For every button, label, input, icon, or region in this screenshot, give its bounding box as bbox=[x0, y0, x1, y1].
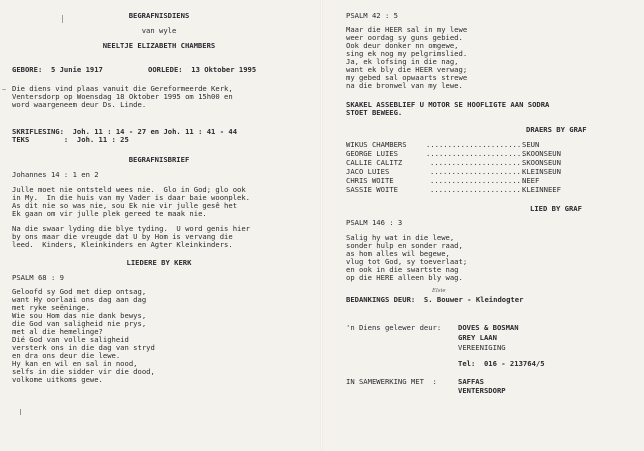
handwritten-tick: ~ bbox=[2, 86, 7, 94]
provider-telephone: Tel: 016 - 213764/5 bbox=[458, 359, 545, 368]
psalm-line: volkome uitkoms gewe. bbox=[12, 375, 103, 384]
grave-song-heading: LIED BY GRAF bbox=[530, 204, 582, 213]
page-fold bbox=[320, 0, 323, 451]
letter-line: Julle moet nie ontsteld wees nie. Glo in God; glo ook bbox=[12, 185, 246, 194]
bearer-relation: SKOONSEUN bbox=[522, 158, 561, 167]
left-page bbox=[0, 0, 318, 451]
letter-reference: Johannes 14 : 1 en 2 bbox=[12, 170, 99, 179]
bearer-relation: NEEF bbox=[522, 176, 540, 185]
bearer-leader: ...................... bbox=[430, 176, 526, 185]
psalm-line: want Hy oorlaai ons dag aan dag bbox=[12, 295, 147, 304]
letter-line: Ek gaan om vir julle plek gereed te maak nie. bbox=[12, 209, 207, 218]
psalm-line: die God van saligheid nie prys, bbox=[12, 319, 147, 328]
service-line: word waargeneem deur Ds. Linde. bbox=[12, 100, 147, 109]
bearer-name: JACO LUIES bbox=[346, 167, 390, 176]
psalm-reference: PSALM 146 : 3 bbox=[346, 218, 403, 227]
psalm-line: Hy kan en wil en sal in nood, bbox=[12, 359, 138, 368]
psalm-line: met al die hemelinge? bbox=[12, 327, 103, 336]
bearer-leader: ....................... bbox=[426, 149, 526, 158]
letter-line: leed. Kinders, Kleinkinders en Agter Kleinkinders. bbox=[12, 240, 233, 249]
psalm-line: my gebed sal opwaarts strewe bbox=[346, 73, 468, 82]
psalm-line: vlug tot God, sy toeverlaat; bbox=[346, 257, 468, 266]
bearer-leader: ...................... bbox=[426, 140, 522, 149]
bearer-name: GEORGE LUIES bbox=[346, 149, 398, 158]
psalm-line: en dra ons deur die lewe. bbox=[12, 351, 121, 360]
bearer-name: SASSIE WOITE bbox=[346, 185, 398, 194]
psalm-line: Ook deur donker nn omgewe, bbox=[346, 41, 459, 50]
bearer-name: CALLIE CALITZ bbox=[346, 158, 403, 167]
provider-line: VEREENIGING bbox=[458, 343, 506, 352]
psalm-line: met ryke seëninge. bbox=[12, 303, 90, 312]
psalm-line: as hom alles wil begewe, bbox=[346, 249, 450, 258]
death-date: OORLEDE: 13 Oktober 1995 bbox=[148, 65, 257, 74]
partner-line: SAFFAS bbox=[458, 377, 484, 386]
psalm-line: Wie sou Hom das nie dank bewys, bbox=[12, 311, 147, 320]
partner-label: IN SAMEWERKING MET : bbox=[346, 377, 437, 386]
letter-line: by ons maar die vreugde dat U by Hom is vervang die bbox=[12, 232, 233, 241]
bearer-leader: ...................... bbox=[430, 167, 526, 176]
provider-label: 'n Diens gelewer deur: bbox=[346, 323, 442, 332]
psalm-line: en ook in die swartste nag bbox=[346, 265, 459, 274]
bearer-leader: ...................... bbox=[430, 185, 526, 194]
provider-line: GREY LAAN bbox=[458, 333, 497, 342]
psalm-reference: PSALM 42 : 5 bbox=[346, 11, 398, 20]
psalm-line: Ja, ek lofsing in die nag, bbox=[346, 57, 459, 66]
sermon-text: TEKS : Joh. 11 : 25 bbox=[12, 135, 129, 144]
psalm-line: Geloofd sy God met diep ontsag, bbox=[12, 287, 147, 296]
service-line: Die diens vind plaas vanuit die Gereformeerde Kerk, bbox=[12, 84, 233, 93]
scripture-reading: SKRIFLESING: Joh. 11 : 14 - 27 en Joh. 11 : 41 - 44 bbox=[12, 127, 238, 136]
service-title: BEGRAFNISDIENS bbox=[128, 11, 190, 20]
bearer-relation: SEUN bbox=[522, 140, 540, 149]
letter-line: Na die swaar lyding die blye tyding. U word genis hier bbox=[12, 224, 250, 233]
bearer-relation: KLEINNEEF bbox=[522, 185, 561, 194]
deceased-name: NEELTJE ELIZABETH CHAMBERS bbox=[102, 41, 216, 50]
psalm-line: sing ek nog my pelgrimslied. bbox=[346, 49, 468, 58]
psalm-line: Dié God van volle saligheid bbox=[12, 335, 129, 344]
bearer-leader: ...................... bbox=[430, 158, 526, 167]
psalm-line: sonder hulp en sonder raad, bbox=[346, 241, 463, 250]
thanks-line: BEDANKINGS DEUR: S. Bouwer - Kleindogter bbox=[346, 295, 524, 304]
service-line: Ventersdorp op Woensdag 18 Oktober 1995 om 15h00 en bbox=[12, 92, 233, 101]
punch-mark: ǀ bbox=[18, 408, 23, 417]
psalm-line: selfs in die sidder vir die dood, bbox=[12, 367, 155, 376]
letter-heading: BEGRAFNISBRIEF bbox=[128, 155, 190, 164]
headlights-notice: STOET BEWEEG. bbox=[346, 108, 403, 117]
psalm-line: na die bronwel van my lewe. bbox=[346, 81, 463, 90]
bearer-relation: SKOONSEUN bbox=[522, 149, 561, 158]
songs-heading: LIEDERE BY KERK bbox=[126, 258, 192, 267]
partner-line: VENTERSDORP bbox=[458, 386, 506, 395]
headlights-notice: SKAKEL ASSEBLIEF U MOTOR SE HOOFLIGTE AAN SODRA bbox=[346, 100, 550, 109]
psalm-line: Maar die HEER sal in my lewe bbox=[346, 25, 468, 34]
bearer-name: CHRIS WOITE bbox=[346, 176, 394, 185]
psalm-line: op die HERE alleen bly wag. bbox=[346, 273, 463, 282]
psalm-line: versterk ons in die dag van stryd bbox=[12, 343, 155, 352]
letter-line: As dit nie so was nie, sou Ek nie vir julle gesê het bbox=[12, 201, 238, 210]
bearers-heading: DRAERS BY GRAF bbox=[526, 125, 587, 134]
psalm-reference: PSALM 68 : 9 bbox=[12, 273, 64, 282]
birth-date: GEBORE: 5 Junie 1917 bbox=[12, 65, 103, 74]
psalm-line: Salig hy wat in die lewe, bbox=[346, 233, 455, 242]
punch-mark: | bbox=[60, 14, 65, 23]
bearer-name: WIKUS CHAMBERS bbox=[346, 140, 407, 149]
psalm-line: weer oordag sy guns gebied. bbox=[346, 33, 463, 42]
letter-line: in My. In die huis van my Vader is daar baie woonplek. bbox=[12, 193, 250, 202]
bearer-relation: KLEINSEUN bbox=[522, 167, 561, 176]
handwritten-note: Elsie bbox=[432, 288, 446, 294]
psalm-line: want ek bly die HEER verwag; bbox=[346, 65, 468, 74]
right-page bbox=[326, 0, 644, 451]
service-subtitle: van wyle bbox=[141, 26, 177, 35]
provider-line: DOVES & BOSMAN bbox=[458, 323, 519, 332]
